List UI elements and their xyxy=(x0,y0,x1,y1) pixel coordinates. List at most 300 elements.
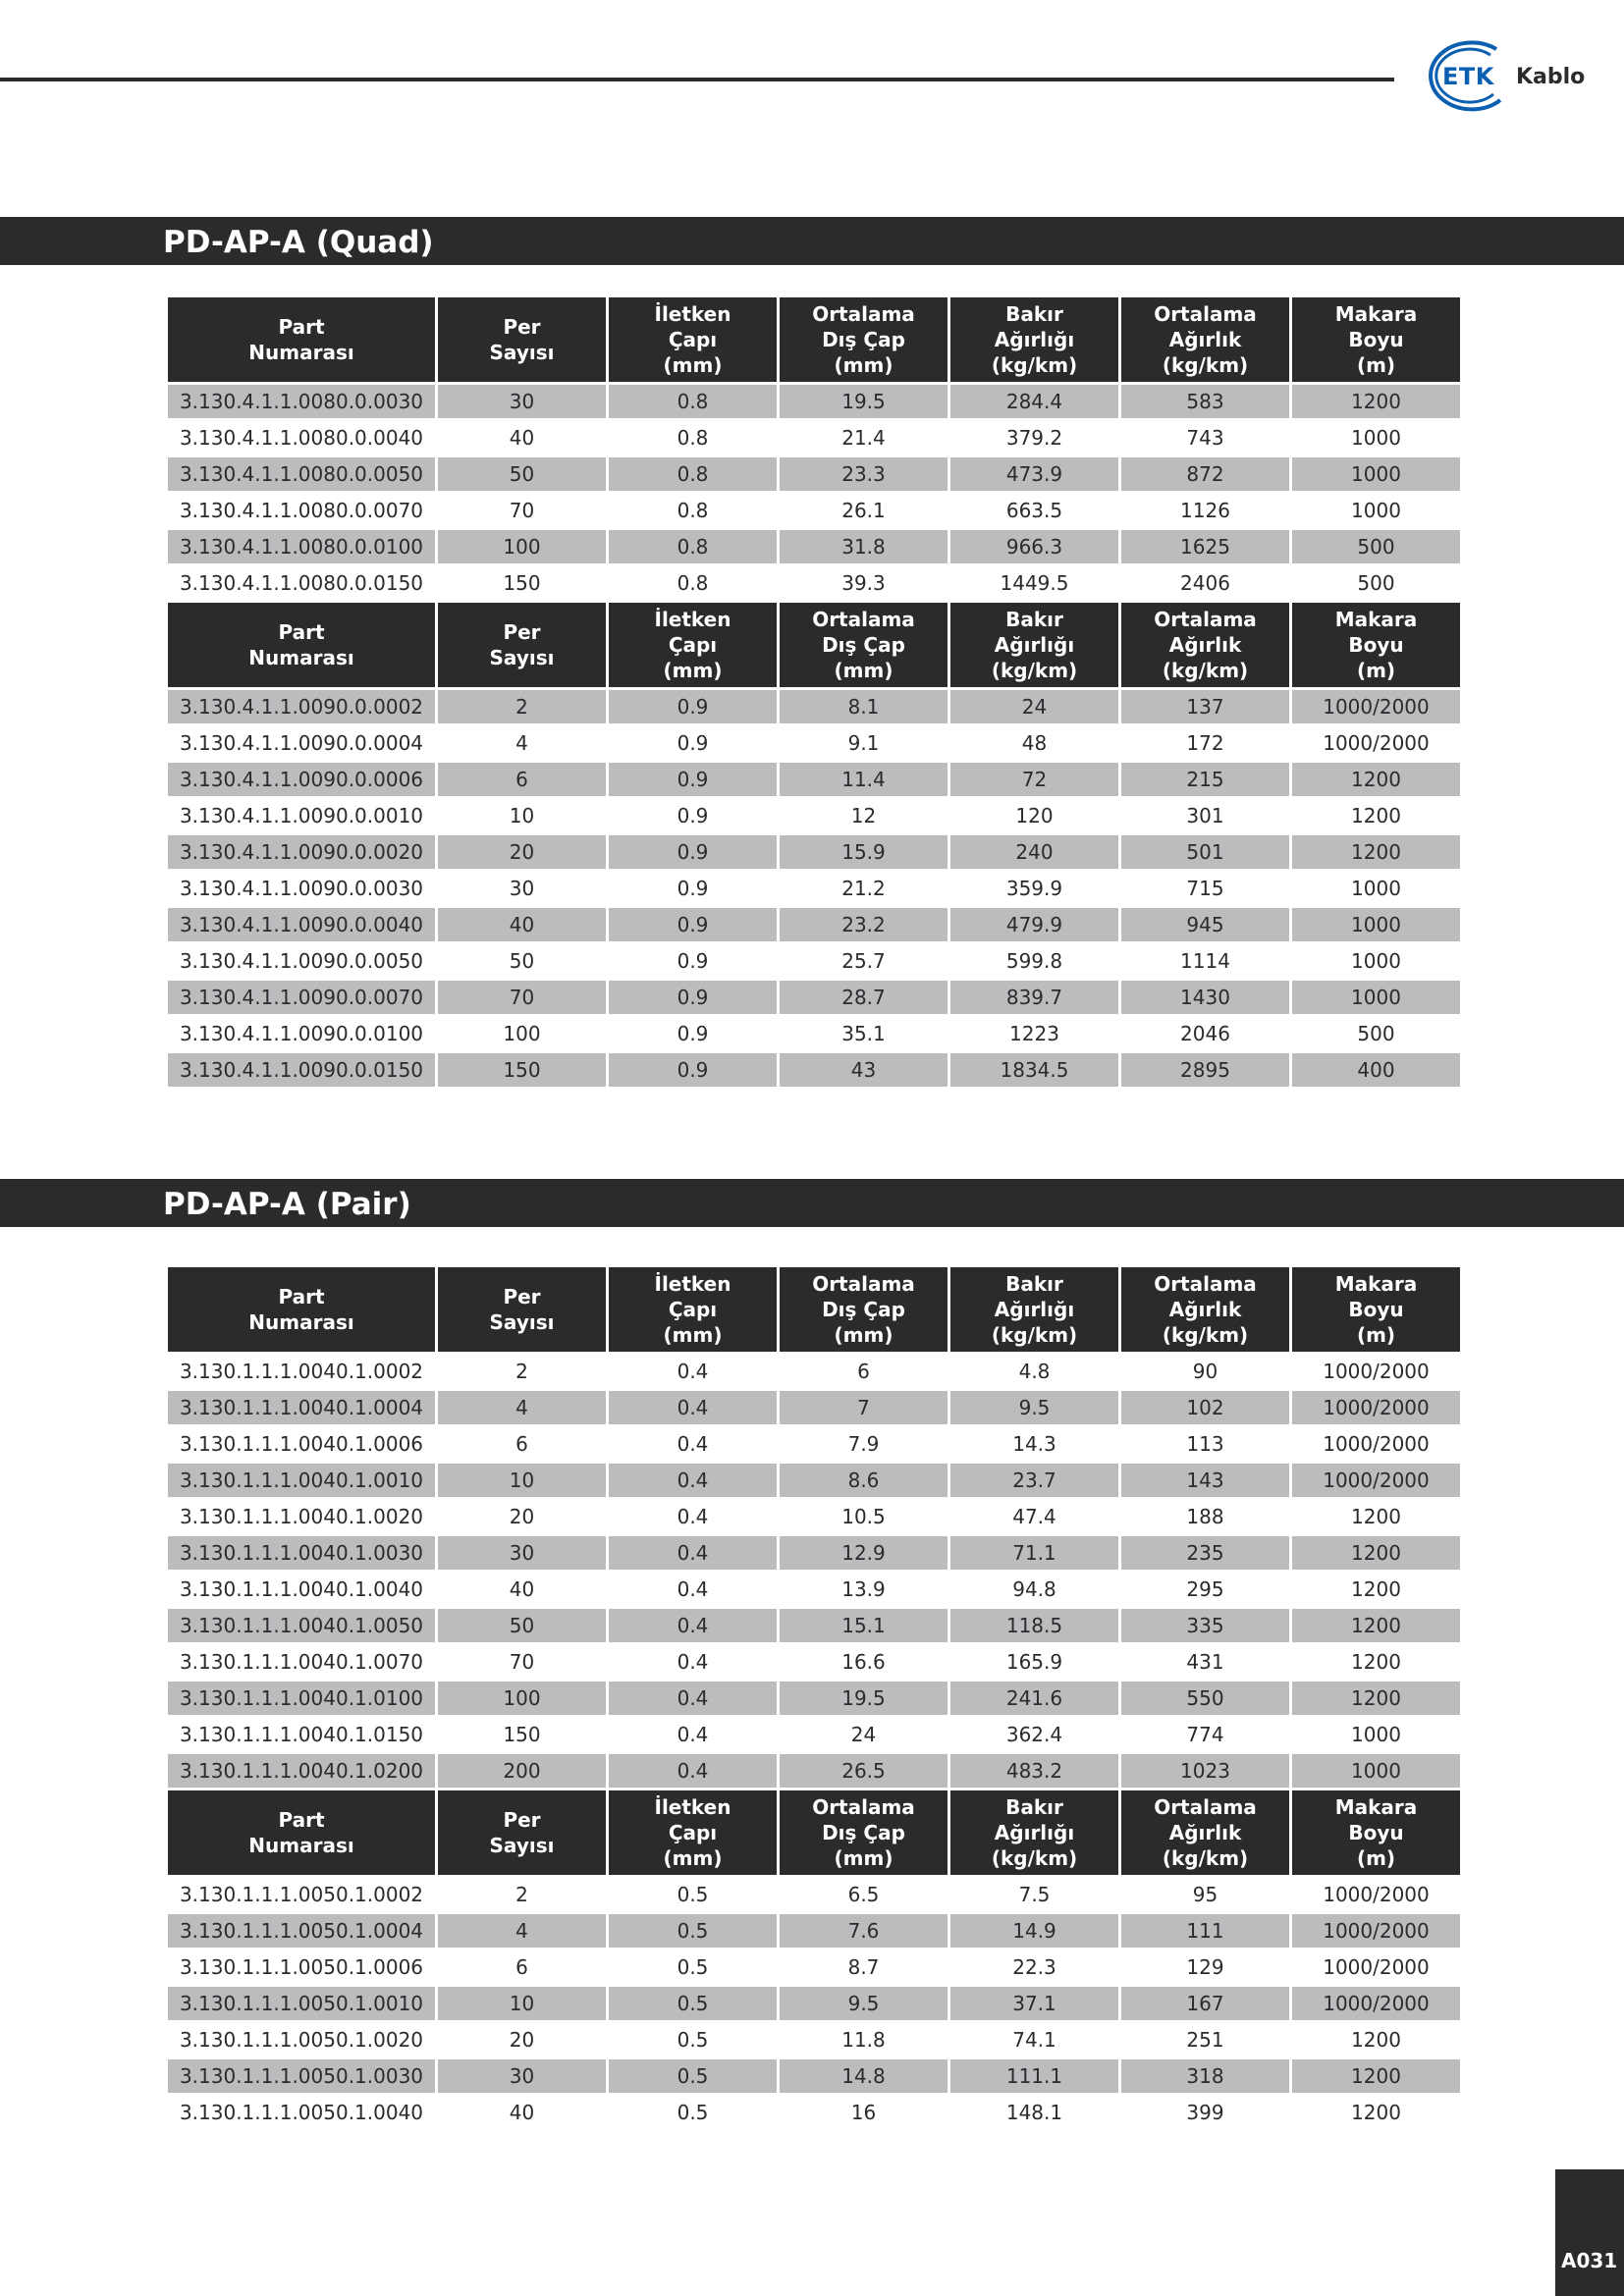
table-cell: 1000 xyxy=(1292,981,1460,1014)
table-cell: 3.130.4.1.1.0090.0.0006 xyxy=(168,763,435,796)
table-row xyxy=(168,457,1460,491)
table-cell: 23.3 xyxy=(780,457,947,491)
table-cell: 15.9 xyxy=(780,835,947,869)
table-cell: 3.130.4.1.1.0090.0.0150 xyxy=(168,1053,435,1087)
pair-spec-table xyxy=(165,1264,1463,2132)
table-cell: 0.4 xyxy=(677,1432,709,1456)
table-cell: 301 xyxy=(1186,804,1224,828)
table-cell: 100 xyxy=(438,1682,606,1715)
table-cell: 23.7 xyxy=(950,1464,1118,1497)
table-cell: 0.4 xyxy=(677,1360,709,1383)
table-cell: 0.9 xyxy=(609,690,777,723)
table-cell: 400 xyxy=(1292,1053,1460,1087)
table-row xyxy=(168,726,1460,760)
table-row xyxy=(168,799,1460,832)
column-header: Ortalama Ağırlık (kg/km) xyxy=(1121,603,1289,687)
table-row xyxy=(168,763,1460,796)
table-cell: 3.130.4.1.1.0090.0.0040 xyxy=(168,908,435,941)
table-cell: 1000/2000 xyxy=(1292,1987,1460,2020)
table-cell: 3.130.1.1.1.0050.1.0010 xyxy=(168,1987,435,2020)
table-cell: 0.8 xyxy=(677,499,709,522)
table-row xyxy=(168,1536,1460,1570)
table-cell: 3.130.4.1.1.0090.0.0030 xyxy=(179,877,424,900)
table-cell: 12.9 xyxy=(780,1536,947,1570)
logo-mark: ETK xyxy=(1442,63,1494,90)
table-cell: 0.4 xyxy=(677,1505,709,1528)
table-cell: 3.130.1.1.1.0050.1.0006 xyxy=(179,1955,424,1979)
table-row xyxy=(168,566,1460,600)
table-row xyxy=(168,1355,1460,1388)
table-cell: 3.130.4.1.1.0090.0.0004 xyxy=(179,731,424,755)
table-cell: 6 xyxy=(515,1955,528,1979)
table-cell: 26.1 xyxy=(841,499,886,522)
table-row xyxy=(168,385,1460,418)
table-cell: 1200 xyxy=(1292,835,1460,869)
table-cell: 40 xyxy=(509,2101,535,2124)
table-cell: 1625 xyxy=(1121,530,1289,563)
table-cell: 6.5 xyxy=(847,1883,880,1906)
table-cell: 599.8 xyxy=(1005,949,1063,973)
table-cell: 129 xyxy=(1186,1955,1224,1979)
table-cell: 3.130.4.1.1.0080.0.0050 xyxy=(168,457,435,491)
column-header: Makara Boyu (m) xyxy=(1292,297,1460,382)
table-cell: 13.9 xyxy=(841,1577,886,1601)
table-cell: 295 xyxy=(1186,1577,1224,1601)
table-cell: 9.5 xyxy=(950,1391,1118,1424)
table-row xyxy=(168,1987,1460,2020)
column-header: Ortalama Dış Çap (mm) xyxy=(780,1790,947,1875)
table-cell: 24 xyxy=(850,1723,877,1746)
table-cell: 21.4 xyxy=(841,426,886,450)
table-cell: 14.9 xyxy=(950,1914,1118,1948)
column-header: Part Numarası xyxy=(168,603,435,687)
table-cell: 4 xyxy=(515,731,528,755)
table-cell: 0.4 xyxy=(609,1464,777,1497)
table-cell: 3.130.4.1.1.0080.0.0070 xyxy=(179,499,424,522)
header-row xyxy=(168,603,1460,687)
table-row xyxy=(168,981,1460,1014)
table-cell: 1000 xyxy=(1292,457,1460,491)
table-cell: 0.4 xyxy=(609,1609,777,1642)
table-cell: 102 xyxy=(1121,1391,1289,1424)
table-cell: 1200 xyxy=(1292,763,1460,796)
table-cell: 16.6 xyxy=(841,1650,886,1674)
table-cell: 22.3 xyxy=(1012,1955,1056,1979)
table-cell: 1200 xyxy=(1351,1650,1401,1674)
section-bar-pair xyxy=(0,1179,1624,1227)
table-row xyxy=(168,2059,1460,2093)
table-cell: 1126 xyxy=(1180,499,1230,522)
table-cell: 167 xyxy=(1121,1987,1289,2020)
table-cell: 0.5 xyxy=(677,2028,709,2052)
table-cell: 1000/2000 xyxy=(1323,731,1430,755)
table-cell: 0.9 xyxy=(609,763,777,796)
table-cell: 1200 xyxy=(1292,1682,1460,1715)
table-cell: 235 xyxy=(1121,1536,1289,1570)
table-cell: 3.130.1.1.1.0040.1.0040 xyxy=(179,1577,424,1601)
table-cell: 7.6 xyxy=(780,1914,947,1948)
table-cell: 111.1 xyxy=(950,2059,1118,2093)
table-cell: 774 xyxy=(1186,1723,1224,1746)
table-cell: 0.9 xyxy=(609,981,777,1014)
table-cell: 399 xyxy=(1186,2101,1224,2124)
table-cell: 1430 xyxy=(1121,981,1289,1014)
table-cell: 7 xyxy=(780,1391,947,1424)
table-cell: 3.130.4.1.1.0080.0.0030 xyxy=(168,385,435,418)
table-cell: 9.1 xyxy=(847,731,880,755)
table-cell: 40 xyxy=(438,908,606,941)
column-header: Ortalama Dış Çap (mm) xyxy=(780,603,947,687)
table-cell: 1000/2000 xyxy=(1323,1955,1430,1979)
table-row xyxy=(168,944,1460,978)
table-row xyxy=(168,1017,1460,1050)
table-cell: 0.9 xyxy=(677,804,709,828)
table-cell: 1023 xyxy=(1121,1754,1289,1788)
table-cell: 74.1 xyxy=(1012,2028,1056,2052)
table-cell: 4.8 xyxy=(1018,1360,1051,1383)
table-cell: 24 xyxy=(950,690,1118,723)
table-block xyxy=(168,1790,1460,2129)
table-cell: 21.2 xyxy=(841,877,886,900)
column-header: İletken Çapı (mm) xyxy=(609,603,777,687)
table-row xyxy=(168,835,1460,869)
table-cell: 16 xyxy=(850,2101,877,2124)
table-cell: 3.130.1.1.1.0040.1.0200 xyxy=(168,1754,435,1788)
table-cell: 1200 xyxy=(1292,1536,1460,1570)
table-cell: 40 xyxy=(509,1577,535,1601)
table-cell: 11.4 xyxy=(780,763,947,796)
table-cell: 362.4 xyxy=(1005,1723,1063,1746)
table-cell: 0.9 xyxy=(609,835,777,869)
table-cell: 1114 xyxy=(1180,949,1230,973)
column-header: Part Numarası xyxy=(168,1790,435,1875)
table-cell: 1000/2000 xyxy=(1292,1464,1460,1497)
column-header: Bakır Ağırlığı (kg/km) xyxy=(950,1790,1118,1875)
table-cell: 148.1 xyxy=(1005,2101,1063,2124)
table-cell: 40 xyxy=(509,426,535,450)
table-cell: 3.130.4.1.1.0090.0.0010 xyxy=(179,804,424,828)
table-cell: 4 xyxy=(438,1391,606,1424)
table-row xyxy=(168,1427,1460,1461)
table-cell: 1000 xyxy=(1292,908,1460,941)
table-cell: 500 xyxy=(1357,571,1395,595)
table-cell: 359.9 xyxy=(1005,877,1063,900)
table-cell: 31.8 xyxy=(780,530,947,563)
table-cell: 23.2 xyxy=(780,908,947,941)
column-header: Ortalama Ağırlık (kg/km) xyxy=(1121,297,1289,382)
table-cell: 3.130.1.1.1.0040.1.0002 xyxy=(179,1360,424,1383)
table-cell: 7.9 xyxy=(847,1432,880,1456)
table-cell: 1200 xyxy=(1351,1577,1401,1601)
table-block xyxy=(168,297,1460,600)
table-cell: 251 xyxy=(1186,2028,1224,2052)
column-header: Ortalama Dış Çap (mm) xyxy=(780,297,947,382)
table-row xyxy=(168,1878,1460,1911)
etk-kablo-logo xyxy=(1418,35,1585,120)
table-cell: 100 xyxy=(503,1022,541,1045)
table-cell: 120 xyxy=(1015,804,1054,828)
table-row xyxy=(168,1573,1460,1606)
table-cell: 715 xyxy=(1186,877,1224,900)
page-number-tab xyxy=(1555,2169,1624,2296)
table-row xyxy=(168,1645,1460,1679)
column-header: Makara Boyu (m) xyxy=(1292,603,1460,687)
table-cell: 3.130.4.1.1.0090.0.0070 xyxy=(168,981,435,1014)
table-cell: 0.8 xyxy=(609,385,777,418)
table-cell: 0.8 xyxy=(677,571,709,595)
table-cell: 19.5 xyxy=(780,385,947,418)
table-cell: 6 xyxy=(857,1360,870,1383)
table-cell: 43 xyxy=(780,1053,947,1087)
table-cell: 100 xyxy=(438,530,606,563)
table-cell: 200 xyxy=(438,1754,606,1788)
table-row xyxy=(168,1464,1460,1497)
table-cell: 118.5 xyxy=(950,1609,1118,1642)
header-row xyxy=(168,297,1460,382)
table-cell: 0.8 xyxy=(677,426,709,450)
table-cell: 3.130.1.1.1.0040.1.0010 xyxy=(168,1464,435,1497)
section-bar-quad xyxy=(0,217,1624,265)
table-cell: 0.8 xyxy=(609,530,777,563)
table-cell: 30 xyxy=(438,385,606,418)
table-row xyxy=(168,2096,1460,2129)
table-row xyxy=(168,1391,1460,1424)
table-cell: 2 xyxy=(438,690,606,723)
table-cell: 379.2 xyxy=(1005,426,1063,450)
header-rule xyxy=(0,78,1394,81)
table-row xyxy=(168,1609,1460,1642)
table-row xyxy=(168,1682,1460,1715)
column-header: Part Numarası xyxy=(168,297,435,382)
table-cell: 1000/2000 xyxy=(1292,1914,1460,1948)
table-cell: 6 xyxy=(438,763,606,796)
column-header: İletken Çapı (mm) xyxy=(609,1790,777,1875)
table-block xyxy=(168,603,1460,1087)
table-cell: 150 xyxy=(503,1723,541,1746)
table-cell: 70 xyxy=(509,1650,535,1674)
table-cell: 4 xyxy=(438,1914,606,1948)
table-cell: 583 xyxy=(1121,385,1289,418)
table-cell: 663.5 xyxy=(1005,499,1063,522)
table-cell: 10 xyxy=(438,1464,606,1497)
table-cell: 3.130.1.1.1.0040.1.0006 xyxy=(179,1432,424,1456)
column-header: Part Numarası xyxy=(168,1267,435,1352)
table-cell: 3.130.1.1.1.0040.1.0030 xyxy=(168,1536,435,1570)
table-cell: 10 xyxy=(509,804,535,828)
table-cell: 1000 xyxy=(1351,949,1401,973)
table-cell: 0.5 xyxy=(677,1883,709,1906)
table-cell: 1200 xyxy=(1292,2059,1460,2093)
table-cell: 0.4 xyxy=(609,1682,777,1715)
table-cell: 15.1 xyxy=(780,1609,947,1642)
table-cell: 3.130.1.1.1.0050.1.0020 xyxy=(179,2028,424,2052)
table-cell: 37.1 xyxy=(950,1987,1118,2020)
table-cell: 14.3 xyxy=(1012,1432,1056,1456)
table-row xyxy=(168,872,1460,905)
table-cell: 1200 xyxy=(1351,804,1401,828)
table-row xyxy=(168,494,1460,527)
table-cell: 0.9 xyxy=(677,949,709,973)
table-cell: 2 xyxy=(515,1883,528,1906)
table-cell: 10.5 xyxy=(841,1505,886,1528)
table-cell: 1000 xyxy=(1351,499,1401,522)
table-cell: 966.3 xyxy=(950,530,1118,563)
table-cell: 30 xyxy=(509,877,535,900)
table-cell: 483.2 xyxy=(950,1754,1118,1788)
column-header: İletken Çapı (mm) xyxy=(609,297,777,382)
table-cell: 26.5 xyxy=(780,1754,947,1788)
table-cell: 1000 xyxy=(1351,877,1401,900)
table-cell: 8.7 xyxy=(847,1955,880,1979)
table-cell: 318 xyxy=(1121,2059,1289,2093)
table-cell: 1200 xyxy=(1351,2028,1401,2052)
table-cell: 71.1 xyxy=(950,1536,1118,1570)
table-cell: 72 xyxy=(950,763,1118,796)
header-row xyxy=(168,1790,1460,1875)
table-cell: 50 xyxy=(509,949,535,973)
table-cell: 2895 xyxy=(1121,1053,1289,1087)
page-number: A031 xyxy=(1561,2249,1618,2272)
column-header: Makara Boyu (m) xyxy=(1292,1790,1460,1875)
table-cell: 28.7 xyxy=(780,981,947,1014)
table-cell: 3.130.1.1.1.0050.1.0004 xyxy=(168,1914,435,1948)
table-cell: 3.130.1.1.1.0040.1.0050 xyxy=(168,1609,435,1642)
table-cell: 20 xyxy=(509,2028,535,2052)
table-cell: 70 xyxy=(509,499,535,522)
logo-word: Kablo xyxy=(1516,65,1586,89)
table-cell: 19.5 xyxy=(780,1682,947,1715)
table-cell: 3.130.4.1.1.0080.0.0100 xyxy=(168,530,435,563)
header-row xyxy=(168,1267,1460,1352)
table-cell: 2 xyxy=(515,1360,528,1383)
table-row xyxy=(168,1754,1460,1788)
column-header: Bakır Ağırlığı (kg/km) xyxy=(950,297,1118,382)
table-cell: 6 xyxy=(515,1432,528,1456)
table-cell: 3.130.1.1.1.0040.1.0100 xyxy=(168,1682,435,1715)
table-row xyxy=(168,1718,1460,1751)
table-cell: 1834.5 xyxy=(950,1053,1118,1087)
table-cell: 188 xyxy=(1186,1505,1224,1528)
table-cell: 11.8 xyxy=(841,2028,886,2052)
table-cell: 0.4 xyxy=(609,1536,777,1570)
column-header: Bakır Ağırlığı (kg/km) xyxy=(950,1267,1118,1352)
table-cell: 70 xyxy=(438,981,606,1014)
table-row xyxy=(168,908,1460,941)
table-cell: 12 xyxy=(850,804,877,828)
table-cell: 872 xyxy=(1121,457,1289,491)
table-cell: 3.130.1.1.1.0040.1.0004 xyxy=(168,1391,435,1424)
table-cell: 90 xyxy=(1192,1360,1218,1383)
table-cell: 9.5 xyxy=(780,1987,947,2020)
table-cell: 500 xyxy=(1357,1022,1395,1045)
table-cell: 839.7 xyxy=(950,981,1118,1014)
table-cell: 8.1 xyxy=(780,690,947,723)
column-header: Per Sayısı xyxy=(438,1790,606,1875)
table-cell: 500 xyxy=(1292,530,1460,563)
column-header: İletken Çapı (mm) xyxy=(609,1267,777,1352)
table-cell: 1000/2000 xyxy=(1323,1360,1430,1383)
table-cell: 95 xyxy=(1192,1883,1218,1906)
table-cell: 479.9 xyxy=(950,908,1118,941)
table-cell: 1200 xyxy=(1351,1505,1401,1528)
table-cell: 137 xyxy=(1121,690,1289,723)
table-cell: 1000/2000 xyxy=(1323,1432,1430,1456)
table-cell: 1000/2000 xyxy=(1323,1883,1430,1906)
table-cell: 0.4 xyxy=(677,1577,709,1601)
column-header: Ortalama Ağırlık (kg/km) xyxy=(1121,1267,1289,1352)
table-cell: 0.5 xyxy=(677,2101,709,2124)
table-cell: 1000 xyxy=(1351,1723,1401,1746)
table-cell: 14.8 xyxy=(780,2059,947,2093)
column-header: Makara Boyu (m) xyxy=(1292,1267,1460,1352)
table-cell: 0.5 xyxy=(609,1914,777,1948)
table-row xyxy=(168,530,1460,563)
table-cell: 20 xyxy=(438,835,606,869)
table-cell: 25.7 xyxy=(841,949,886,973)
column-header: Ortalama Dış Çap (mm) xyxy=(780,1267,947,1352)
table-cell: 1000/2000 xyxy=(1292,690,1460,723)
table-cell: 94.8 xyxy=(1012,1577,1056,1601)
table-block xyxy=(168,1267,1460,1788)
table-cell: 2406 xyxy=(1180,571,1230,595)
table-cell: 3.130.4.1.1.0090.0.0020 xyxy=(168,835,435,869)
table-cell: 550 xyxy=(1121,1682,1289,1715)
table-cell: 47.4 xyxy=(1012,1505,1056,1528)
table-cell: 0.4 xyxy=(677,1650,709,1674)
table-cell: 284.4 xyxy=(950,385,1118,418)
table-cell: 0.8 xyxy=(609,457,777,491)
table-cell: 0.5 xyxy=(677,1955,709,1979)
table-cell: 3.130.4.1.1.0080.0.0150 xyxy=(179,571,424,595)
table-cell: 215 xyxy=(1121,763,1289,796)
table-cell: 165.9 xyxy=(1005,1650,1063,1674)
table-cell: 1000 xyxy=(1292,1754,1460,1788)
table-cell: 1200 xyxy=(1351,2101,1401,2124)
table-cell: 0.4 xyxy=(677,1723,709,1746)
table-cell: 30 xyxy=(438,1536,606,1570)
table-cell: 3.130.4.1.1.0090.0.0100 xyxy=(179,1022,424,1045)
table-cell: 3.130.1.1.1.0040.1.0070 xyxy=(179,1650,424,1674)
table-cell: 3.130.4.1.1.0090.0.0050 xyxy=(179,949,424,973)
table-row xyxy=(168,421,1460,454)
table-cell: 50 xyxy=(438,1609,606,1642)
table-cell: 3.130.1.1.1.0040.1.0020 xyxy=(179,1505,424,1528)
table-cell: 0.5 xyxy=(609,2059,777,2093)
section-title-pair: PD-AP-A (Pair) xyxy=(163,1187,411,1222)
table-cell: 50 xyxy=(438,457,606,491)
table-cell: 1000/2000 xyxy=(1292,1391,1460,1424)
table-cell: 113 xyxy=(1186,1432,1224,1456)
quad-spec-table xyxy=(165,294,1463,1090)
table-row xyxy=(168,1500,1460,1533)
table-cell: 150 xyxy=(438,1053,606,1087)
table-cell: 0.9 xyxy=(677,1022,709,1045)
table-cell: 743 xyxy=(1186,426,1224,450)
table-cell: 10 xyxy=(438,1987,606,2020)
table-cell: 945 xyxy=(1121,908,1289,941)
table-cell: 48 xyxy=(1021,731,1048,755)
table-cell: 3.130.1.1.1.0050.1.0002 xyxy=(179,1883,424,1906)
table-cell: 1449.5 xyxy=(1000,571,1069,595)
section-title-quad: PD-AP-A (Quad) xyxy=(163,225,434,260)
table-cell: 35.1 xyxy=(841,1022,886,1045)
table-row xyxy=(168,1053,1460,1087)
table-cell: 0.9 xyxy=(609,908,777,941)
table-cell: 39.3 xyxy=(841,571,886,595)
table-cell: 7.5 xyxy=(1018,1883,1051,1906)
table-cell: 431 xyxy=(1186,1650,1224,1674)
table-row xyxy=(168,1914,1460,1948)
